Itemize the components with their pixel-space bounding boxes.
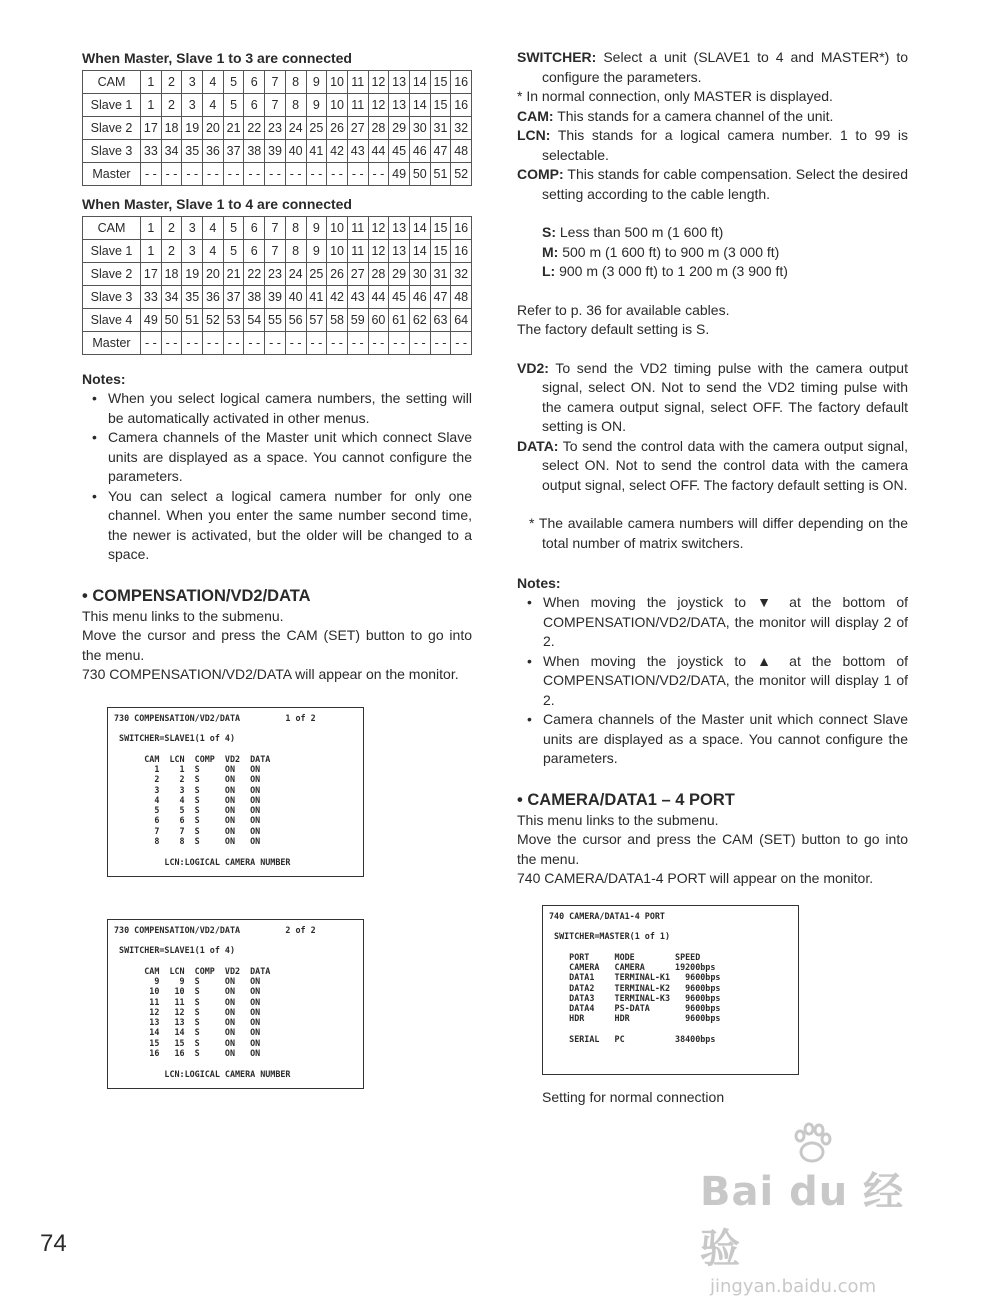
table-cell: - -: [368, 163, 389, 186]
definition-text: This stands for a camera channel of the unit.: [557, 107, 834, 124]
table-row: [83, 332, 472, 355]
table-cell: 5: [223, 94, 244, 117]
table-cell: - -: [182, 332, 203, 355]
table-cell: 1: [141, 217, 162, 240]
table-cell: - -: [265, 332, 286, 355]
table-cell: 8: [285, 217, 306, 240]
table-cell: 63: [430, 309, 451, 332]
table-cell: 8: [285, 240, 306, 263]
table-cell: 36: [203, 140, 224, 163]
table-cell: 43: [347, 286, 368, 309]
table-cell: 11: [347, 94, 368, 117]
table-cell: 52: [451, 163, 472, 186]
right-column: [517, 48, 908, 1105]
table-cell: 64: [451, 309, 472, 332]
table-cell: 59: [347, 309, 368, 332]
note-item: • When moving the joystick to ▲ at the bottom of COMPENSATION/VD2/DATA, the monitor will display 1 of 2.: [527, 652, 908, 711]
table-cell: 4: [203, 240, 224, 263]
table-cell: 5: [223, 71, 244, 94]
table-cell: 20: [203, 263, 224, 286]
definition-text: To send the VD2 timing pulse with the camera output signal, select ON. Not to send the VD2 timing pulse with the camera output signal, select OFF. The factory default setting is ON.: [542, 359, 908, 434]
table-cell: 34: [161, 140, 182, 163]
table-cell: 42: [327, 140, 348, 163]
term: LCN:: [517, 127, 551, 143]
table-cell: 7: [265, 94, 286, 117]
table-cell: 14: [409, 94, 430, 117]
paw-icon: [788, 1120, 836, 1168]
section-heading-compensation: • COMPENSATION/VD2/DATA: [82, 586, 311, 605]
table-cell: 26: [327, 117, 348, 140]
table-cell: 53: [223, 309, 244, 332]
table-cell: 40: [285, 286, 306, 309]
table-cell: 24: [285, 117, 306, 140]
table-cell: 45: [389, 286, 410, 309]
table-cell: 34: [161, 286, 182, 309]
table-cell: - -: [368, 332, 389, 355]
table-cell: 15: [430, 71, 451, 94]
table-cell: 15: [430, 217, 451, 240]
section-para: Move the cursor and press the CAM (SET) button to go into the menu.: [517, 831, 908, 867]
section-para: Move the cursor and press the CAM (SET) button to go into the menu.: [82, 627, 472, 663]
table-cell: 26: [327, 263, 348, 286]
table-cell: 29: [389, 263, 410, 286]
table-cell: 16: [451, 71, 472, 94]
table-cell: 39: [265, 286, 286, 309]
note-item: • When you select logical camera numbers, the setting will be automatically activated in other menus.: [92, 389, 472, 428]
table-cell: 50: [409, 163, 430, 186]
table-cell: 29: [389, 117, 410, 140]
table-cell: 5: [223, 217, 244, 240]
notes-list: [92, 389, 472, 565]
table-cell: - -: [306, 163, 327, 186]
table-cell: 38: [244, 286, 265, 309]
table-cell: 7: [265, 217, 286, 240]
table-cell: - -: [141, 163, 162, 186]
definition-text: This stands for cable compensation. Select the desired setting according to the cable length.: [542, 166, 908, 202]
notes-heading: Notes:: [517, 575, 561, 591]
table-cell: 14: [409, 217, 430, 240]
table-cell: 4: [203, 71, 224, 94]
table-cell: 47: [430, 286, 451, 309]
table-cell: 44: [368, 286, 389, 309]
section-para: This menu links to the submenu.: [517, 811, 719, 828]
row-label: Slave 2: [83, 117, 141, 140]
table-cell: 32: [451, 263, 472, 286]
term: DATA:: [517, 437, 559, 454]
table-row: [83, 286, 472, 309]
table-cell: - -: [285, 332, 306, 355]
table-cell: 37: [223, 286, 244, 309]
table-cell: 33: [141, 286, 162, 309]
table-cell: 2: [161, 240, 182, 263]
row-label: Master: [83, 332, 141, 355]
table-cell: 5: [223, 240, 244, 263]
table-cell: 6: [244, 71, 265, 94]
table-cell: 19: [182, 263, 203, 286]
table-cell: 1: [141, 94, 162, 117]
table-cell: 36: [203, 286, 224, 309]
note-item: • Camera channels of the Master unit which connect Slave units are displayed as a space. You cannot configure the parameters.: [527, 710, 908, 769]
vd2-definition: [517, 359, 908, 437]
table-cell: 62: [409, 309, 430, 332]
table-cell: 10: [327, 94, 348, 117]
table-cell: 48: [451, 140, 472, 163]
table-cell: 23: [265, 117, 286, 140]
table-cell: 18: [161, 263, 182, 286]
table-cell: - -: [203, 163, 224, 186]
row-label: Slave 3: [83, 286, 141, 309]
table-cell: 15: [430, 94, 451, 117]
table-cell: - -: [244, 332, 265, 355]
term: M:: [542, 243, 559, 260]
table-cell: 12: [368, 217, 389, 240]
table-cell: 33: [141, 140, 162, 163]
cam-definition: [517, 107, 908, 127]
camera-numbers-note: * The available camera numbers will differ depending on the total number of matrix switchers.: [529, 515, 908, 551]
table-cell: 11: [347, 240, 368, 263]
table-cell: 50: [161, 309, 182, 332]
table-cell: 17: [141, 263, 162, 286]
table-cell: 28: [368, 263, 389, 286]
row-label: Slave 1: [83, 240, 141, 263]
table-cell: 13: [389, 217, 410, 240]
table-cell: 4: [203, 94, 224, 117]
table-cell: 1: [141, 71, 162, 94]
table-cell: 27: [347, 117, 368, 140]
table-row: [83, 140, 472, 163]
table-cell: 47: [430, 140, 451, 163]
table-cell: 7: [265, 71, 286, 94]
table-cell: - -: [285, 163, 306, 186]
row-label: Slave 1: [83, 94, 141, 117]
table-cell: 46: [409, 140, 430, 163]
monitor-screen-740: 740 CAMERA/DATA1-4 PORT SWITCHER=MASTER(1 of 1) PORT MODE SPEED CAMERA CAMERA 19200bps DATA1 TERMINAL-K1 9600bps DATA2 TERMINAL-K2 9600bps DATA3 TERMINAL-K3 9600bps DATA4 PS-DATA 9600bps HDR HDR 9600bps SERIAL PC 38400bps: [542, 905, 799, 1075]
table-cell: 38: [244, 140, 265, 163]
table-cell: - -: [347, 163, 368, 186]
term: CAM:: [517, 107, 554, 124]
note-item: • When moving the joystick to ▼ at the bottom of COMPENSATION/VD2/DATA, the monitor will display 2 of 2.: [527, 593, 908, 652]
table-cell: 25: [306, 117, 327, 140]
note-item: • You can select a logical camera number for only one channel. When you enter the same number second time, the newer is activated, but the older will be changed to a space.: [92, 487, 472, 565]
watermark-sub: jingyan.baidu.com: [710, 1276, 877, 1297]
row-label: Master: [83, 163, 141, 186]
table-cell: 30: [409, 117, 430, 140]
table-cell: 27: [347, 263, 368, 286]
table-cell: 51: [182, 309, 203, 332]
table2-title: When Master, Slave 1 to 4 are connected: [82, 196, 352, 212]
table-cell: 30: [409, 263, 430, 286]
table1-title: When Master, Slave 1 to 3 are connected: [82, 50, 352, 66]
left-column: [82, 48, 472, 1089]
table-cell: 7: [265, 240, 286, 263]
factory-default-text: The factory default setting is S.: [517, 321, 710, 337]
table-cell: 60: [368, 309, 389, 332]
table-cell: 28: [368, 117, 389, 140]
table-cell: 6: [244, 240, 265, 263]
table-cell: 12: [368, 94, 389, 117]
screen-caption: Setting for normal connection: [542, 1088, 725, 1105]
camera-table-slave1-4: [82, 216, 472, 355]
table-cell: 31: [430, 263, 451, 286]
table-cell: 56: [285, 309, 306, 332]
camera-table-slave1-3: [82, 70, 472, 186]
table-cell: 10: [327, 217, 348, 240]
table-cell: 21: [223, 263, 244, 286]
table-cell: 45: [389, 140, 410, 163]
section-para: 740 CAMERA/DATA1-4 PORT will appear on the monitor.: [517, 870, 874, 886]
table-row: [83, 240, 472, 263]
table-cell: 24: [285, 263, 306, 286]
table-cell: - -: [161, 163, 182, 186]
comp-definition: [517, 165, 908, 204]
table-cell: 17: [141, 117, 162, 140]
table-cell: 9: [306, 71, 327, 94]
table-cell: 35: [182, 286, 203, 309]
table-cell: - -: [327, 163, 348, 186]
table-cell: - -: [451, 332, 472, 355]
table-row: [83, 94, 472, 117]
table-cell: 6: [244, 217, 265, 240]
term: SWITCHER:: [517, 49, 597, 65]
table-cell: 2: [161, 217, 182, 240]
comp-option-s: [517, 223, 908, 243]
table-cell: - -: [430, 332, 451, 355]
table-cell: 12: [368, 240, 389, 263]
watermark-main: Bai du 经验: [700, 1169, 905, 1272]
table-row: [83, 309, 472, 332]
row-label: CAM: [83, 217, 141, 240]
table-row: [83, 217, 472, 240]
table-cell: - -: [306, 332, 327, 355]
section-heading-camera-data: • CAMERA/DATA1 – 4 PORT: [517, 790, 735, 809]
table-cell: 37: [223, 140, 244, 163]
section-para: This menu links to the submenu.: [82, 607, 284, 624]
table-cell: - -: [265, 163, 286, 186]
table-cell: 14: [409, 240, 430, 263]
table-cell: 11: [347, 71, 368, 94]
table-cell: 2: [161, 94, 182, 117]
notes-heading: Notes:: [82, 371, 126, 387]
definition-text: 900 m (3 000 ft) to 1 200 m (3 900 ft): [559, 263, 788, 279]
table-cell: 31: [430, 117, 451, 140]
table-cell: 13: [389, 94, 410, 117]
data-definition: [517, 437, 908, 496]
definition-text: This stands for a logical camera number. 1 to 99 is selectable.: [542, 127, 908, 163]
table-cell: 51: [430, 163, 451, 186]
table-cell: 16: [451, 217, 472, 240]
table-row: [83, 71, 472, 94]
table-cell: - -: [223, 332, 244, 355]
table-cell: - -: [161, 332, 182, 355]
table-row: [83, 263, 472, 286]
table-cell: 52: [203, 309, 224, 332]
table-cell: 15: [430, 240, 451, 263]
term: VD2:: [517, 359, 549, 376]
definition-text: Less than 500 m (1 600 ft): [559, 224, 724, 240]
definition-text: Select a unit (SLAVE1 to 4 and MASTER*) to configure the parameters.: [542, 49, 908, 85]
table-cell: 22: [244, 263, 265, 286]
table-cell: 25: [306, 263, 327, 286]
table-cell: 10: [327, 240, 348, 263]
table-row: [83, 163, 472, 186]
table-cell: 1: [141, 240, 162, 263]
table-row: [83, 117, 472, 140]
table-cell: 8: [285, 71, 306, 94]
table-cell: - -: [203, 332, 224, 355]
table-cell: 18: [161, 117, 182, 140]
baidu-watermark: [700, 1130, 940, 1297]
table-cell: - -: [182, 163, 203, 186]
term: S:: [542, 224, 556, 240]
table-cell: 39: [265, 140, 286, 163]
table-cell: - -: [347, 332, 368, 355]
page-number: 74: [40, 1230, 67, 1257]
table-cell: 9: [306, 240, 327, 263]
table-cell: 3: [182, 240, 203, 263]
table-cell: 57: [306, 309, 327, 332]
table-cell: 13: [389, 71, 410, 94]
table-cell: 58: [327, 309, 348, 332]
table-cell: 8: [285, 94, 306, 117]
notes-list: [527, 593, 908, 769]
table-cell: 14: [409, 71, 430, 94]
table-cell: - -: [409, 332, 430, 355]
note-item: • Camera channels of the Master unit which connect Slave units are displayed as a space. You cannot configure the parameters.: [92, 428, 472, 487]
row-label: CAM: [83, 71, 141, 94]
monitor-screen-730-page2: 730 COMPENSATION/VD2/DATA 2 of 2 SWITCHER=SLAVE1(1 of 4) CAM LCN COMP VD2 DATA 9 9 S ON ON 10 10 S ON ON 11 11 S ON ON 12 12 S ON ON 13 13 S ON ON 14 14 S ON ON 15 15 S ON ON 16 16 S ON ON LCN:LOGICAL CAMERA NUMBER: [107, 919, 364, 1089]
comp-option-m: [517, 243, 908, 263]
term: COMP:: [517, 166, 564, 182]
comp-option-l: [517, 262, 908, 282]
row-label: Slave 3: [83, 140, 141, 163]
table-cell: 19: [182, 117, 203, 140]
table-cell: 6: [244, 94, 265, 117]
table-cell: 40: [285, 140, 306, 163]
table-cell: 55: [265, 309, 286, 332]
table-cell: 49: [141, 309, 162, 332]
normal-connection-note: * In normal connection, only MASTER is displayed.: [517, 88, 833, 104]
switcher-definition: [517, 48, 908, 87]
table-cell: 2: [161, 71, 182, 94]
table-cell: 11: [347, 217, 368, 240]
table-cell: 10: [327, 71, 348, 94]
table-cell: - -: [327, 332, 348, 355]
table-cell: 54: [244, 309, 265, 332]
lcn-definition: [517, 126, 908, 165]
definition-text: To send the control data with the camera output signal, select ON. Not to send the control data with the camera output signal, select OFF. The factory default setting is ON.: [542, 437, 908, 493]
table-cell: 9: [306, 94, 327, 117]
table-cell: 3: [182, 71, 203, 94]
table-cell: 4: [203, 217, 224, 240]
table-cell: 49: [389, 163, 410, 186]
section-para: 730 COMPENSATION/VD2/DATA will appear on the monitor.: [82, 666, 459, 682]
table-cell: - -: [389, 332, 410, 355]
table-cell: 16: [451, 94, 472, 117]
monitor-screen-730-page1: 730 COMPENSATION/VD2/DATA 1 of 2 SWITCHER=SLAVE1(1 of 4) CAM LCN COMP VD2 DATA 1 1 S ON ON 2 2 S ON ON 3 3 S ON ON 4 4 S ON ON 5 5 S ON ON 6 6 S ON ON 7 7 S ON ON 8 8 S ON ON LCN:LOGICAL CAMERA NUMBER: [107, 707, 364, 877]
refer-text: Refer to p. 36 for available cables.: [517, 301, 730, 318]
table-cell: 9: [306, 217, 327, 240]
table-cell: 61: [389, 309, 410, 332]
table-cell: 42: [327, 286, 348, 309]
table-cell: 41: [306, 140, 327, 163]
definition-text: 500 m (1 600 ft) to 900 m (3 000 ft): [562, 243, 780, 260]
table-cell: 20: [203, 117, 224, 140]
table-cell: - -: [223, 163, 244, 186]
table-cell: 41: [306, 286, 327, 309]
table-cell: 22: [244, 117, 265, 140]
table-cell: 48: [451, 286, 472, 309]
table-cell: 16: [451, 240, 472, 263]
row-label: Slave 4: [83, 309, 141, 332]
table-cell: 13: [389, 240, 410, 263]
table-cell: 43: [347, 140, 368, 163]
table-cell: 35: [182, 140, 203, 163]
table-cell: 46: [409, 286, 430, 309]
table-cell: - -: [141, 332, 162, 355]
table-cell: 44: [368, 140, 389, 163]
table-cell: 12: [368, 71, 389, 94]
table-cell: - -: [244, 163, 265, 186]
term: L:: [542, 263, 556, 279]
table-cell: 21: [223, 117, 244, 140]
row-label: Slave 2: [83, 263, 141, 286]
table-cell: 3: [182, 94, 203, 117]
table-cell: 3: [182, 217, 203, 240]
table-cell: 23: [265, 263, 286, 286]
table-cell: 32: [451, 117, 472, 140]
